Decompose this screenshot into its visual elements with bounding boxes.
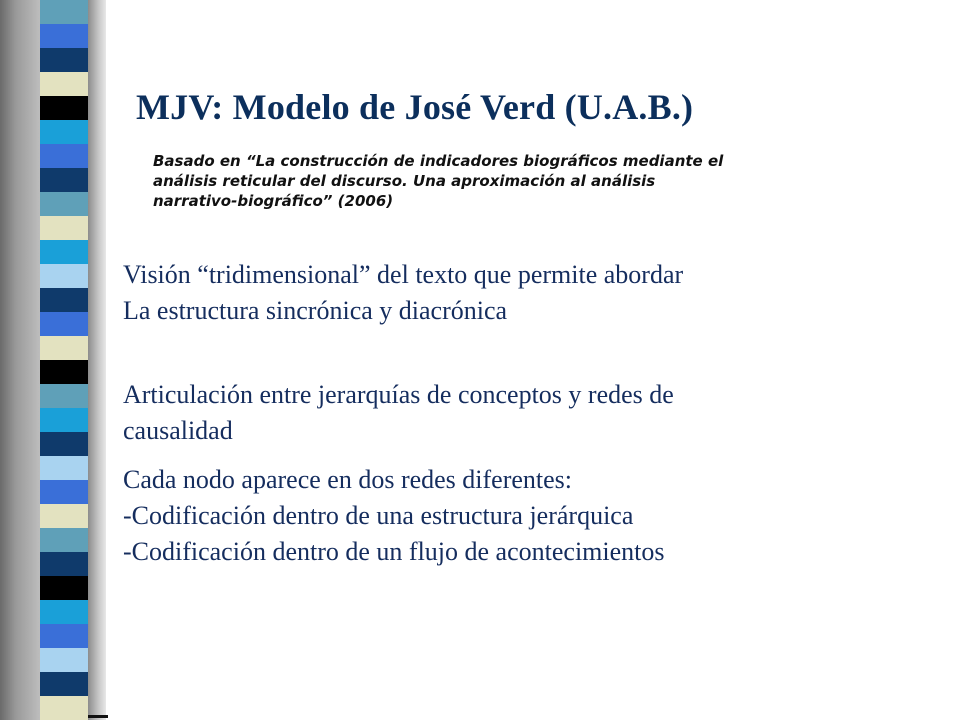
body-line: La estructura sincrónica y diacrónica — [123, 296, 508, 325]
strip-square — [40, 120, 88, 144]
strip-bottom-line — [88, 715, 108, 718]
strip-square — [40, 480, 88, 504]
source-reference — [153, 151, 853, 211]
strip-square — [40, 72, 88, 96]
strip-square — [40, 24, 88, 48]
strip-square — [40, 456, 88, 480]
strip-square — [40, 360, 88, 384]
strip-square — [40, 696, 88, 720]
strip-square — [40, 264, 88, 288]
body-line: -Codificación dentro de una estructura jerárquica — [123, 501, 634, 530]
strip-square — [40, 672, 88, 696]
body-paragraph-3 — [123, 462, 883, 570]
strip-square — [40, 528, 88, 552]
slide-title: MJV: Modelo de José Verd (U.A.B.) — [136, 87, 694, 127]
strip-square — [40, 600, 88, 624]
source-reference-line: Basado en “La construcción de indicadores biográficos mediante el — [153, 152, 724, 170]
source-reference-line: análisis reticular del discurso. Una aproximación al análisis — [153, 172, 656, 190]
strip-square — [40, 336, 88, 360]
strip-shadow-right — [88, 0, 106, 720]
strip-shadow-left — [0, 0, 40, 720]
strip-square — [40, 96, 88, 120]
body-line: causalidad — [123, 416, 233, 445]
strip-square — [40, 624, 88, 648]
strip-square — [40, 312, 88, 336]
body-line: Visión “tridimensional” del texto que permite abordar — [123, 260, 684, 289]
body-line: Cada nodo aparece en dos redes diferentes: — [123, 465, 573, 494]
body-line: Articulación entre jerarquías de conceptos y redes de — [123, 380, 674, 409]
strip-square — [40, 144, 88, 168]
strip-square — [40, 576, 88, 600]
source-reference-line: narrativo-biográfico” (2006) — [153, 192, 394, 210]
body-paragraph-2 — [123, 377, 883, 449]
strip-square — [40, 168, 88, 192]
strip-square — [40, 432, 88, 456]
strip-square — [40, 408, 88, 432]
strip-square — [40, 648, 88, 672]
decorative-color-strip — [0, 0, 96, 720]
strip-square — [40, 552, 88, 576]
strip-square — [40, 216, 88, 240]
strip-square — [40, 384, 88, 408]
strip-square — [40, 192, 88, 216]
body-paragraph-1 — [123, 257, 883, 329]
strip-square — [40, 288, 88, 312]
strip-square — [40, 48, 88, 72]
strip-square — [40, 0, 88, 24]
strip-square — [40, 504, 88, 528]
strip-square — [40, 240, 88, 264]
body-line: -Codificación dentro de un flujo de acontecimientos — [123, 537, 665, 566]
